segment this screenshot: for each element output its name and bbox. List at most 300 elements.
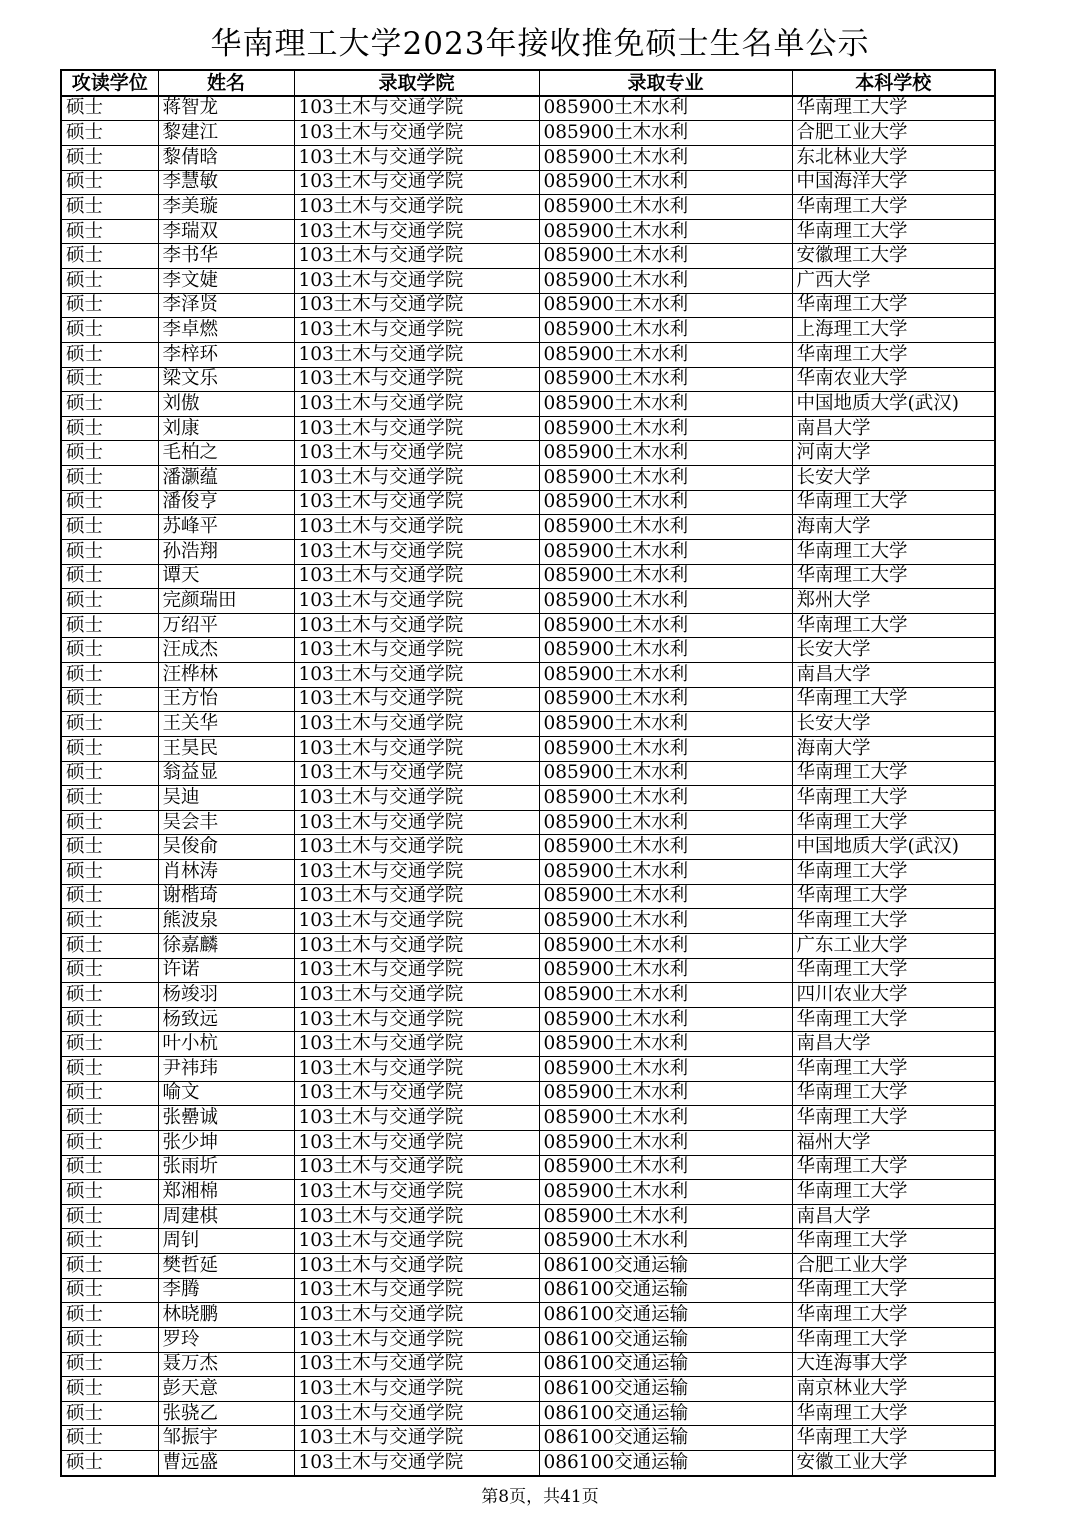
major-cell: 085900土木水利: [539, 1130, 792, 1155]
college-cell: 103土木与交通学院: [294, 638, 539, 663]
college-cell: 103土木与交通学院: [294, 145, 539, 170]
table-row: [61, 342, 995, 367]
undergrad-school-cell: 中国地质大学(武汉): [792, 835, 995, 860]
undergrad-school-cell: 华南理工大学: [792, 958, 995, 983]
major-cell: 085900土木水利: [539, 663, 792, 688]
college-cell: 103土木与交通学院: [294, 958, 539, 983]
undergrad-school-cell: 华南理工大学: [792, 786, 995, 811]
table-row: [61, 860, 995, 885]
degree-cell: 硕士: [61, 342, 158, 367]
college-cell: 103土木与交通学院: [294, 219, 539, 244]
name-cell: 汪成杰: [158, 638, 294, 663]
undergrad-school-cell: 华南理工大学: [792, 342, 995, 367]
degree-cell: 硕士: [61, 121, 158, 146]
name-cell: 李腾: [158, 1278, 294, 1303]
degree-cell: 硕士: [61, 958, 158, 983]
degree-cell: 硕士: [61, 1106, 158, 1131]
name-cell: 李书华: [158, 244, 294, 269]
name-cell: 谭天: [158, 564, 294, 589]
degree-cell: 硕士: [61, 638, 158, 663]
table-row: [61, 638, 995, 663]
college-cell: 103土木与交通学院: [294, 884, 539, 909]
degree-cell: 硕士: [61, 884, 158, 909]
undergrad-school-cell: 华南理工大学: [792, 1180, 995, 1205]
major-cell: 085900土木水利: [539, 342, 792, 367]
college-cell: 103土木与交通学院: [294, 1204, 539, 1229]
table-row: [61, 416, 995, 441]
major-cell: 085900土木水利: [539, 416, 792, 441]
undergrad-school-cell: 华南理工大学: [792, 1426, 995, 1451]
table-row: [61, 1229, 995, 1254]
name-cell: 张少坤: [158, 1130, 294, 1155]
undergrad-school-cell: 华南理工大学: [792, 687, 995, 712]
table-row: [61, 244, 995, 269]
degree-cell: 硕士: [61, 761, 158, 786]
degree-cell: 硕士: [61, 1401, 158, 1426]
name-cell: 李慧敏: [158, 170, 294, 195]
degree-cell: 硕士: [61, 195, 158, 220]
degree-cell: 硕士: [61, 1081, 158, 1106]
degree-cell: 硕士: [61, 1377, 158, 1402]
major-cell: 086100交通运输: [539, 1254, 792, 1279]
name-cell: 毛柏之: [158, 441, 294, 466]
name-cell: 熊波泉: [158, 909, 294, 934]
table-row: [61, 293, 995, 318]
name-cell: 李美璇: [158, 195, 294, 220]
major-cell: 085900土木水利: [539, 1204, 792, 1229]
name-cell: 黎倩晗: [158, 145, 294, 170]
major-cell: 085900土木水利: [539, 884, 792, 909]
college-cell: 103土木与交通学院: [294, 392, 539, 417]
major-cell: 085900土木水利: [539, 1229, 792, 1254]
major-cell: 085900土木水利: [539, 219, 792, 244]
college-cell: 103土木与交通学院: [294, 1180, 539, 1205]
undergrad-school-cell: 华南理工大学: [792, 884, 995, 909]
major-cell: 085900土木水利: [539, 244, 792, 269]
college-cell: 103土木与交通学院: [294, 1007, 539, 1032]
name-cell: 王昊民: [158, 736, 294, 761]
table-row: [61, 318, 995, 343]
table-row: [61, 1352, 995, 1377]
table-row: [61, 441, 995, 466]
undergrad-school-cell: 华南理工大学: [792, 1401, 995, 1426]
undergrad-school-cell: 长安大学: [792, 712, 995, 737]
degree-cell: 硕士: [61, 1254, 158, 1279]
name-cell: 张骁乙: [158, 1401, 294, 1426]
college-cell: 103土木与交通学院: [294, 244, 539, 269]
degree-cell: 硕士: [61, 1032, 158, 1057]
table-row: [61, 736, 995, 761]
name-cell: 徐嘉麟: [158, 933, 294, 958]
degree-cell: 硕士: [61, 1007, 158, 1032]
undergrad-school-cell: 华南理工大学: [792, 810, 995, 835]
major-cell: 085900土木水利: [539, 367, 792, 392]
admission-table: [60, 69, 996, 1477]
undergrad-school-cell: 福州大学: [792, 1130, 995, 1155]
college-cell: 103土木与交通学院: [294, 1229, 539, 1254]
college-cell: 103土木与交通学院: [294, 1352, 539, 1377]
undergrad-school-cell: 合肥工业大学: [792, 1254, 995, 1279]
table-header-row: [61, 70, 995, 96]
degree-cell: 硕士: [61, 145, 158, 170]
table-row: [61, 1106, 995, 1131]
degree-cell: 硕士: [61, 441, 158, 466]
college-cell: 103土木与交通学院: [294, 786, 539, 811]
degree-cell: 硕士: [61, 613, 158, 638]
table-row: [61, 1180, 995, 1205]
major-cell: 085900土木水利: [539, 121, 792, 146]
major-cell: 085900土木水利: [539, 933, 792, 958]
name-cell: 叶小杭: [158, 1032, 294, 1057]
degree-cell: 硕士: [61, 1303, 158, 1328]
college-cell: 103土木与交通学院: [294, 1426, 539, 1451]
college-cell: 103土木与交通学院: [294, 1106, 539, 1131]
college-cell: 103土木与交通学院: [294, 539, 539, 564]
name-cell: 潘俊亨: [158, 490, 294, 515]
name-cell: 李泽贤: [158, 293, 294, 318]
major-cell: 085900土木水利: [539, 1180, 792, 1205]
degree-cell: 硕士: [61, 1180, 158, 1205]
name-cell: 吴俊俞: [158, 835, 294, 860]
college-cell: 103土木与交通学院: [294, 835, 539, 860]
degree-cell: 硕士: [61, 983, 158, 1008]
degree-cell: 硕士: [61, 786, 158, 811]
undergrad-school-cell: 华南理工大学: [792, 1229, 995, 1254]
undergrad-school-cell: 华南理工大学: [792, 1155, 995, 1180]
table-row: [61, 1377, 995, 1402]
degree-cell: 硕士: [61, 1327, 158, 1352]
college-cell: 103土木与交通学院: [294, 933, 539, 958]
college-cell: 103土木与交通学院: [294, 1377, 539, 1402]
undergrad-school-cell: 南昌大学: [792, 416, 995, 441]
name-cell: 孙浩翔: [158, 539, 294, 564]
name-cell: 汪桦林: [158, 663, 294, 688]
major-cell: 085900土木水利: [539, 392, 792, 417]
name-cell: 许诺: [158, 958, 294, 983]
undergrad-school-cell: 四川农业大学: [792, 983, 995, 1008]
major-cell: 085900土木水利: [539, 195, 792, 220]
college-cell: 103土木与交通学院: [294, 909, 539, 934]
major-cell: 085900土木水利: [539, 613, 792, 638]
table-row: [61, 1007, 995, 1032]
major-cell: 086100交通运输: [539, 1401, 792, 1426]
undergrad-school-cell: 华南理工大学: [792, 761, 995, 786]
name-cell: 杨致远: [158, 1007, 294, 1032]
degree-cell: 硕士: [61, 539, 158, 564]
name-cell: 谢楷琦: [158, 884, 294, 909]
column-header-name: 姓名: [158, 70, 294, 96]
college-cell: 103土木与交通学院: [294, 293, 539, 318]
major-cell: 085900土木水利: [539, 515, 792, 540]
major-cell: 085900土木水利: [539, 761, 792, 786]
table-row: [61, 466, 995, 491]
degree-cell: 硕士: [61, 367, 158, 392]
name-cell: 梁文乐: [158, 367, 294, 392]
name-cell: 郑湘棉: [158, 1180, 294, 1205]
table-row: [61, 392, 995, 417]
degree-cell: 硕士: [61, 736, 158, 761]
name-cell: 樊哲延: [158, 1254, 294, 1279]
name-cell: 李卓燃: [158, 318, 294, 343]
major-cell: 086100交通运输: [539, 1278, 792, 1303]
degree-cell: 硕士: [61, 515, 158, 540]
table-row: [61, 958, 995, 983]
undergrad-school-cell: 大连海事大学: [792, 1352, 995, 1377]
college-cell: 103土木与交通学院: [294, 515, 539, 540]
name-cell: 张雨圻: [158, 1155, 294, 1180]
college-cell: 103土木与交通学院: [294, 269, 539, 294]
name-cell: 潘灏蕴: [158, 466, 294, 491]
undergrad-school-cell: 华南理工大学: [792, 1106, 995, 1131]
major-cell: 085900土木水利: [539, 466, 792, 491]
major-cell: 086100交通运输: [539, 1451, 792, 1476]
table-row: [61, 933, 995, 958]
degree-cell: 硕士: [61, 269, 158, 294]
table-row: [61, 810, 995, 835]
table-row: [61, 96, 995, 121]
undergrad-school-cell: 华南理工大学: [792, 195, 995, 220]
undergrad-school-cell: 南昌大学: [792, 1204, 995, 1229]
major-cell: 085900土木水利: [539, 145, 792, 170]
major-cell: 085900土木水利: [539, 441, 792, 466]
college-cell: 103土木与交通学院: [294, 761, 539, 786]
table-row: [61, 1204, 995, 1229]
degree-cell: 硕士: [61, 244, 158, 269]
table-row: [61, 589, 995, 614]
undergrad-school-cell: 华南理工大学: [792, 1278, 995, 1303]
college-cell: 103土木与交通学院: [294, 860, 539, 885]
table-row: [61, 539, 995, 564]
table-row: [61, 219, 995, 244]
name-cell: 李文婕: [158, 269, 294, 294]
table-row: [61, 712, 995, 737]
undergrad-school-cell: 华南理工大学: [792, 219, 995, 244]
undergrad-school-cell: 华南理工大学: [792, 539, 995, 564]
table-row: [61, 1081, 995, 1106]
name-cell: 万绍平: [158, 613, 294, 638]
table-row: [61, 1057, 995, 1082]
undergrad-school-cell: 南昌大学: [792, 663, 995, 688]
major-cell: 085900土木水利: [539, 170, 792, 195]
college-cell: 103土木与交通学院: [294, 1032, 539, 1057]
college-cell: 103土木与交通学院: [294, 318, 539, 343]
major-cell: 085900土木水利: [539, 810, 792, 835]
college-cell: 103土木与交通学院: [294, 1155, 539, 1180]
undergrad-school-cell: 华南理工大学: [792, 1081, 995, 1106]
table-row: [61, 687, 995, 712]
table-row: [61, 613, 995, 638]
undergrad-school-cell: 华南理工大学: [792, 564, 995, 589]
table-row: [61, 761, 995, 786]
undergrad-school-cell: 海南大学: [792, 736, 995, 761]
table-row: [61, 490, 995, 515]
name-cell: 翁益显: [158, 761, 294, 786]
degree-cell: 硕士: [61, 1229, 158, 1254]
undergrad-school-cell: 华南理工大学: [792, 96, 995, 121]
undergrad-school-cell: 郑州大学: [792, 589, 995, 614]
table-row: [61, 145, 995, 170]
college-cell: 103土木与交通学院: [294, 96, 539, 121]
table-row: [61, 515, 995, 540]
degree-cell: 硕士: [61, 687, 158, 712]
college-cell: 103土木与交通学院: [294, 1057, 539, 1082]
college-cell: 103土木与交通学院: [294, 712, 539, 737]
degree-cell: 硕士: [61, 1352, 158, 1377]
major-cell: 085900土木水利: [539, 269, 792, 294]
name-cell: 肖林涛: [158, 860, 294, 885]
name-cell: 王关华: [158, 712, 294, 737]
major-cell: 085900土木水利: [539, 786, 792, 811]
name-cell: 周钊: [158, 1229, 294, 1254]
degree-cell: 硕士: [61, 392, 158, 417]
name-cell: 吴迪: [158, 786, 294, 811]
name-cell: 蒋智龙: [158, 96, 294, 121]
name-cell: 林晓鹏: [158, 1303, 294, 1328]
table-row: [61, 786, 995, 811]
name-cell: 李梓环: [158, 342, 294, 367]
page-number: 第8页，共41页: [481, 1487, 599, 1507]
degree-cell: 硕士: [61, 1057, 158, 1082]
major-cell: 085900土木水利: [539, 293, 792, 318]
major-cell: 085900土木水利: [539, 835, 792, 860]
table-row: [61, 1327, 995, 1352]
undergrad-school-cell: 华南理工大学: [792, 860, 995, 885]
undergrad-school-cell: 广东工业大学: [792, 933, 995, 958]
column-header-college: 录取学院: [294, 70, 539, 96]
undergrad-school-cell: 广西大学: [792, 269, 995, 294]
college-cell: 103土木与交通学院: [294, 810, 539, 835]
table-row: [61, 663, 995, 688]
college-cell: 103土木与交通学院: [294, 367, 539, 392]
undergrad-school-cell: 华南理工大学: [792, 293, 995, 318]
undergrad-school-cell: 长安大学: [792, 466, 995, 491]
degree-cell: 硕士: [61, 860, 158, 885]
table-row: [61, 564, 995, 589]
table-row: [61, 1401, 995, 1426]
major-cell: 085900土木水利: [539, 1106, 792, 1131]
degree-cell: 硕士: [61, 293, 158, 318]
name-cell: 曹远盛: [158, 1451, 294, 1476]
name-cell: 张罍诚: [158, 1106, 294, 1131]
name-cell: 苏峰平: [158, 515, 294, 540]
college-cell: 103土木与交通学院: [294, 170, 539, 195]
undergrad-school-cell: 海南大学: [792, 515, 995, 540]
undergrad-school-cell: 南京林业大学: [792, 1377, 995, 1402]
college-cell: 103土木与交通学院: [294, 983, 539, 1008]
table-row: [61, 1426, 995, 1451]
degree-cell: 硕士: [61, 835, 158, 860]
name-cell: 喻文: [158, 1081, 294, 1106]
column-header-degree: 攻读学位: [61, 70, 158, 96]
college-cell: 103土木与交通学院: [294, 441, 539, 466]
table-row: [61, 835, 995, 860]
degree-cell: 硕士: [61, 96, 158, 121]
undergrad-school-cell: 上海理工大学: [792, 318, 995, 343]
degree-cell: 硕士: [61, 416, 158, 441]
degree-cell: 硕士: [61, 219, 158, 244]
name-cell: 彭天意: [158, 1377, 294, 1402]
table-row: [61, 1451, 995, 1476]
name-cell: 聂万杰: [158, 1352, 294, 1377]
major-cell: 086100交通运输: [539, 1377, 792, 1402]
major-cell: 085900土木水利: [539, 687, 792, 712]
major-cell: 085900土木水利: [539, 638, 792, 663]
name-cell: 杨竣羽: [158, 983, 294, 1008]
college-cell: 103土木与交通学院: [294, 736, 539, 761]
undergrad-school-cell: 安徽理工大学: [792, 244, 995, 269]
table-body: [61, 96, 995, 1476]
major-cell: 085900土木水利: [539, 712, 792, 737]
major-cell: 086100交通运输: [539, 1426, 792, 1451]
name-cell: 尹祎玮: [158, 1057, 294, 1082]
major-cell: 085900土木水利: [539, 860, 792, 885]
undergrad-school-cell: 华南理工大学: [792, 1057, 995, 1082]
college-cell: 103土木与交通学院: [294, 1278, 539, 1303]
table-row: [61, 1130, 995, 1155]
college-cell: 103土木与交通学院: [294, 687, 539, 712]
degree-cell: 硕士: [61, 466, 158, 491]
major-cell: 085900土木水利: [539, 539, 792, 564]
major-cell: 085900土木水利: [539, 736, 792, 761]
degree-cell: 硕士: [61, 490, 158, 515]
undergrad-school-cell: 华南理工大学: [792, 490, 995, 515]
college-cell: 103土木与交通学院: [294, 195, 539, 220]
major-cell: 085900土木水利: [539, 318, 792, 343]
table-row: [61, 884, 995, 909]
degree-cell: 硕士: [61, 1155, 158, 1180]
undergrad-school-cell: 安徽工业大学: [792, 1451, 995, 1476]
column-header-major: 录取专业: [539, 70, 792, 96]
college-cell: 103土木与交通学院: [294, 466, 539, 491]
table-row: [61, 170, 995, 195]
undergrad-school-cell: 长安大学: [792, 638, 995, 663]
college-cell: 103土木与交通学院: [294, 1303, 539, 1328]
degree-cell: 硕士: [61, 909, 158, 934]
major-cell: 085900土木水利: [539, 589, 792, 614]
table-row: [61, 1032, 995, 1057]
column-header-undergrad-school: 本科学校: [792, 70, 995, 96]
undergrad-school-cell: 河南大学: [792, 441, 995, 466]
name-cell: 李瑞双: [158, 219, 294, 244]
undergrad-school-cell: 华南理工大学: [792, 909, 995, 934]
table-row: [61, 269, 995, 294]
college-cell: 103土木与交通学院: [294, 1451, 539, 1476]
college-cell: 103土木与交通学院: [294, 121, 539, 146]
major-cell: 085900土木水利: [539, 490, 792, 515]
table-row: [61, 1303, 995, 1328]
degree-cell: 硕士: [61, 1451, 158, 1476]
degree-cell: 硕士: [61, 564, 158, 589]
college-cell: 103土木与交通学院: [294, 1401, 539, 1426]
major-cell: 085900土木水利: [539, 1155, 792, 1180]
page-title: 华南理工大学2023年接收推免硕士生名单公示: [210, 26, 870, 62]
degree-cell: 硕士: [61, 170, 158, 195]
major-cell: 085900土木水利: [539, 1057, 792, 1082]
name-cell: 罗玲: [158, 1327, 294, 1352]
name-cell: 王方怡: [158, 687, 294, 712]
name-cell: 刘傲: [158, 392, 294, 417]
table-row: [61, 909, 995, 934]
degree-cell: 硕士: [61, 318, 158, 343]
major-cell: 085900土木水利: [539, 1032, 792, 1057]
major-cell: 085900土木水利: [539, 958, 792, 983]
major-cell: 085900土木水利: [539, 96, 792, 121]
degree-cell: 硕士: [61, 1204, 158, 1229]
major-cell: 086100交通运输: [539, 1327, 792, 1352]
degree-cell: 硕士: [61, 589, 158, 614]
degree-cell: 硕士: [61, 663, 158, 688]
college-cell: 103土木与交通学院: [294, 564, 539, 589]
